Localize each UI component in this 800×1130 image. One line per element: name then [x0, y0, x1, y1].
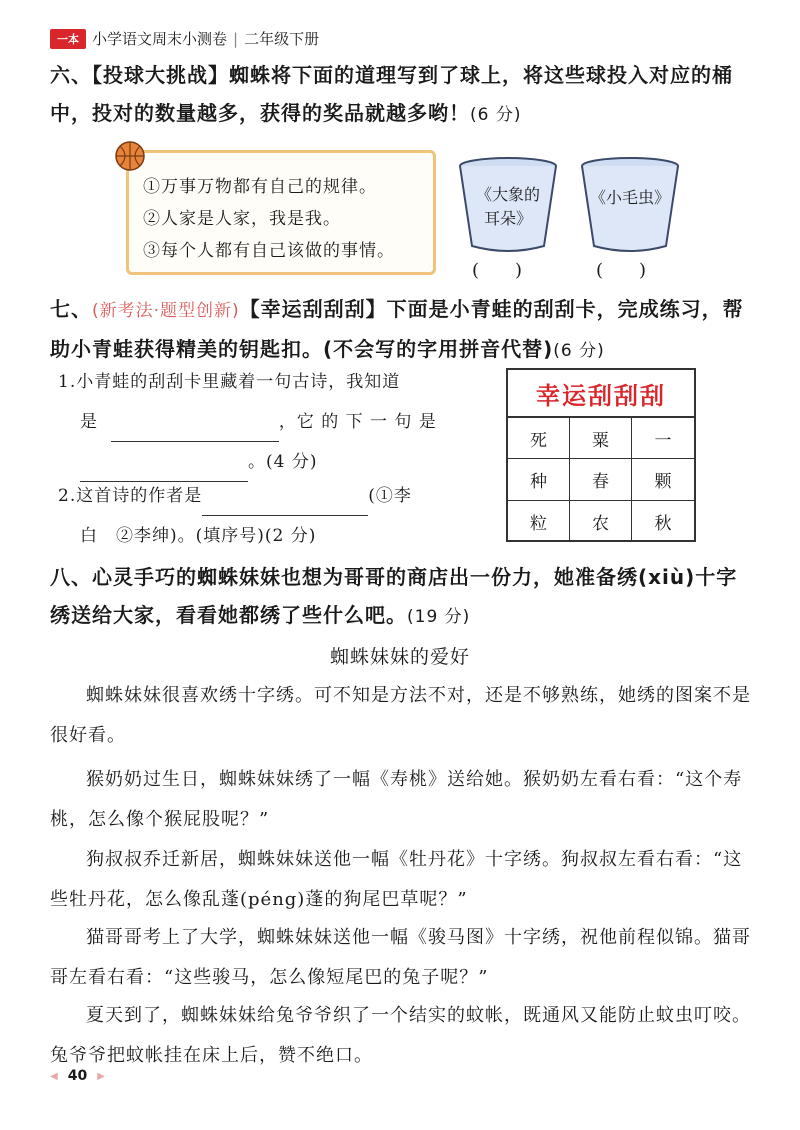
card-cell[interactable]: 一 — [632, 418, 694, 459]
card-cell[interactable]: 颗 — [632, 459, 694, 500]
question-7 — [50, 290, 755, 370]
story-paragraph-2: 猴奶奶过生日，蜘蛛妹妹绣了一幅《寿桃》送给她。猴奶奶左看右看：“这个寿桃，怎么像个猴屁股呢？” — [50, 769, 743, 830]
ball-item-2[interactable]: ②人家是人家，我是我。 — [143, 209, 341, 229]
bucket-2-label: 《小毛虫》 — [589, 188, 670, 207]
bucket-1-label: 《大象的 耳朵》 — [475, 185, 540, 228]
author-blank[interactable] — [202, 491, 368, 516]
bucket-1-answer[interactable]: ( ) — [472, 260, 523, 281]
basketball-icon — [114, 140, 146, 172]
page-footer — [50, 1068, 105, 1084]
poem-line-blank[interactable] — [111, 417, 279, 442]
question-7-score: (6 分) — [553, 341, 605, 361]
question-6 — [50, 56, 755, 134]
card-cell[interactable]: 死 — [508, 418, 570, 459]
header-separator: | — [233, 29, 239, 48]
page-header — [50, 28, 319, 49]
story-paragraph-3: 狗叔叔乔迁新居，蜘蛛妹妹送他一幅《牡丹花》十字绣。狗叔叔左看右看：“这些牡丹花，怎么像乱蓬(péng)蓬的狗尾巴草呢？” — [50, 849, 743, 910]
question-7-text: 【幸运刮刮刮】下面是小青蛙的刮刮卡，完成练习，帮助小青蛙获得精美的钥匙扣。(不会写的字用拼音代替) — [50, 297, 744, 361]
card-cell[interactable]: 春 — [570, 459, 632, 500]
question-6-score: (6 分) — [470, 105, 522, 125]
right-triangle-icon: ▶ — [97, 1070, 105, 1082]
scratch-card-title: 幸运刮刮刮 — [508, 370, 694, 418]
story-title: 蜘蛛妹妹的爱好 — [329, 646, 470, 668]
story-paragraph-1: 蜘蛛妹妹很喜欢绣十字绣。可不知是方法不对，还是不够熟练，她绣的图案不是很好看。 — [50, 685, 751, 746]
ball-box — [126, 150, 436, 275]
story-paragraph-5: 夏天到了，蜘蛛妹妹给兔爷爷织了一个结实的蚊帐，既通风又能防止蚊虫叮咬。兔爷爷把蚊帐挂在床上后，赞不绝口。 — [50, 1005, 751, 1066]
question-6-text: 六、【投球大挑战】蜘蛛将下面的道理写到了球上，将这些球投入对应的桶中，投对的数量越多，获得的奖品就越多哟！ — [50, 63, 733, 125]
card-cell[interactable]: 秋 — [654, 513, 672, 534]
ball-item-3[interactable]: ③每个人都有自己该做的事情。 — [143, 241, 395, 261]
card-cell[interactable]: 粟 — [570, 418, 632, 459]
brand-logo: 一本 — [50, 29, 86, 49]
page-number: 40 — [67, 1068, 88, 1084]
card-cell[interactable]: 农 — [570, 501, 632, 542]
sub-question-2: 2.这首诗的作者是 (①李 白 ②李绅)。(填序号)(2 分) — [58, 486, 412, 546]
card-cell[interactable]: 种 — [508, 459, 570, 500]
grade-label: 二年级下册 — [244, 30, 320, 48]
scratch-card — [506, 368, 696, 542]
question-8-text: 八、心灵手巧的蜘蛛妹妹也想为哥哥的商店出一份力，她准备绣(xiù)十字绣送给大家，看看她都绣了些什么吧。 — [50, 565, 738, 627]
ball-item-1[interactable]: ①万事万物都有自己的规律。 — [143, 177, 377, 197]
book-title: 小学语文周末小测卷 — [92, 30, 228, 48]
sub-question-1: 1.小青蛙的刮刮卡里藏着一句古诗，我知道 是 ，它 的 下 一 句 是 。(4 分) — [58, 362, 458, 482]
question-8-score: (19 分) — [407, 607, 471, 627]
question-7-prefix: 七、 — [50, 297, 92, 321]
bucket-2-answer[interactable]: ( ) — [596, 260, 647, 281]
card-cell[interactable]: 粒 — [508, 501, 570, 542]
left-triangle-icon: ◀ — [50, 1070, 58, 1082]
story-paragraph-4: 猫哥哥考上了大学，蜘蛛妹妹送他一幅《骏马图》十字绣，祝他前程似锦。猫哥哥左看右看：“这些骏马，怎么像短尾巴的兔子呢？” — [50, 927, 751, 988]
scratch-card-grid — [508, 418, 694, 542]
new-format-tag: (新考法·题型创新) — [92, 301, 240, 321]
question-8 — [50, 558, 755, 636]
